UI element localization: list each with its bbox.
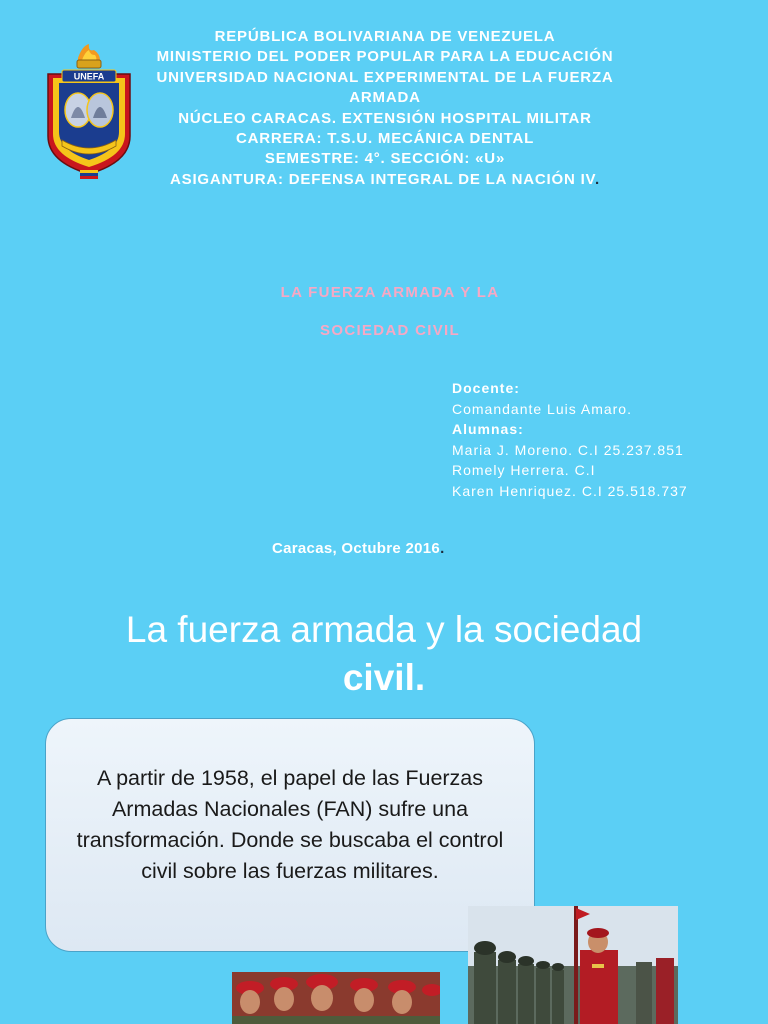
alumna-item: Karen Henriquez. C.I 25.518.737 bbox=[452, 482, 688, 499]
crest-lettering: UNEFA bbox=[73, 71, 105, 82]
header-line: REPÚBLICA BOLIVARIANA DE VENEZUELA bbox=[214, 28, 556, 45]
soldiers-parade-photo bbox=[468, 906, 678, 1024]
docente-name: Comandante Luis Amaro. bbox=[452, 400, 632, 417]
alumna-item: Maria J. Moreno. C.I 25.237.851 bbox=[452, 441, 684, 458]
header-line: MINISTERIO DEL PODER POPULAR PARA LA EDUCACIÓN bbox=[156, 48, 614, 66]
date-text: Caracas, Octubre 2016 bbox=[272, 540, 441, 557]
cover-title-line: SOCIEDAD CIVIL bbox=[320, 322, 460, 339]
slide-title-line: La fuerza armada y la sociedad bbox=[125, 609, 643, 650]
date-period: . bbox=[440, 540, 445, 557]
slide-title-line: civil. bbox=[342, 657, 426, 698]
alumna-item: Romely Herrera. C.I bbox=[452, 462, 596, 479]
content-paragraph: A partir de 1958, el papel de las Fuerzas Armadas Nacionales (FAN) sufre una transformación. Donde se buscaba el control civil sobre las fuerzas militares. bbox=[76, 766, 504, 883]
docente-label: Docente: bbox=[452, 380, 520, 396]
subject-text: ASIGANTURA: DEFENSA INTEGRAL DE LA NACIÓN IV bbox=[170, 170, 595, 188]
cover-title-line: LA FUERZA ARMADA Y LA bbox=[280, 284, 500, 301]
alumnas-label: Alumnas: bbox=[452, 421, 524, 438]
header-line: CARRERA: T.S.U. MECÁNICA DENTAL bbox=[235, 130, 535, 148]
cover-title bbox=[150, 274, 630, 350]
header-line: UNIVERSIDAD NACIONAL EXPERIMENTAL DE LA FUERZA ARMADA bbox=[156, 68, 614, 107]
authors-block bbox=[452, 378, 752, 502]
header-line: NÚCLEO CARACAS. EXTENSIÓN HOSPITAL MILITAR bbox=[178, 109, 592, 127]
soldiers-saluting-photo bbox=[232, 972, 440, 1024]
institution-header bbox=[140, 27, 630, 190]
header-line: SEMESTRE: 4°. SECCIÓN: «U» bbox=[264, 150, 506, 168]
slide-title bbox=[40, 606, 728, 702]
university-crest-icon bbox=[44, 44, 134, 182]
date-line bbox=[272, 540, 445, 557]
subject-period: . bbox=[594, 170, 600, 188]
header-line-subject bbox=[140, 170, 630, 190]
content-text-box bbox=[45, 718, 535, 952]
